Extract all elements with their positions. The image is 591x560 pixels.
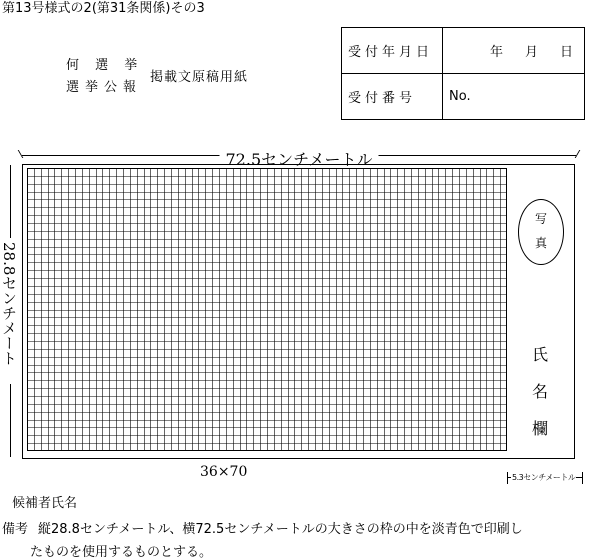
manuscript-title: 掲載文原稿用紙 (150, 70, 249, 85)
note-heading: 備考 (2, 522, 29, 537)
width-dimension-label: 72.5センチメートル (220, 147, 379, 170)
election-bulletin-label: 選挙公報 (66, 80, 143, 95)
name-column-char-1: 氏 (531, 345, 548, 364)
photo-label-char-2: 真 (535, 236, 548, 250)
receipt-date-row (342, 28, 585, 74)
width-dimension-tick-right (567, 150, 581, 158)
width-dimension-tick-left (18, 150, 32, 158)
day-label: 日 (559, 45, 573, 60)
note-line-1: 縦28.8センチメートル、横72.5センチメートルの大きさの枠の中を淡青色で印刷し (38, 522, 523, 537)
receipt-date-value (443, 28, 585, 74)
month-label: 月 (524, 45, 538, 60)
manuscript-grid (27, 168, 507, 451)
grid-border (28, 169, 507, 451)
name-column (530, 336, 550, 447)
candidate-name-label: 候補者氏名 (12, 496, 78, 511)
year-label: 年 (489, 45, 503, 60)
name-column-width-label: 5.3センチメートル (512, 473, 576, 482)
name-column-width-end-left (507, 472, 508, 484)
name-column-char-2: 名 (531, 382, 548, 401)
receipt-number-value: No. (443, 74, 585, 120)
height-dimension-label: 28.8センチメート (2, 238, 20, 384)
note-line-2: たものを使用するものとする。 (30, 545, 213, 560)
grid-count-label: 36×70 (200, 464, 248, 480)
receipt-number-row (342, 74, 585, 120)
width-dimension (22, 148, 576, 169)
photo-label-char-1: 写 (535, 212, 548, 226)
receipt-date-label: 受付年月日 (342, 28, 443, 74)
name-column-width-end-right (582, 472, 583, 484)
form-reference: 第13号様式の2(第31条関係)その3 (2, 1, 205, 16)
receipt-table (341, 27, 585, 120)
photo-area (518, 199, 564, 265)
election-name: 何 選 挙 (66, 58, 144, 73)
name-column-char-3: 欄 (531, 419, 548, 438)
name-column-width-dimension (507, 472, 583, 484)
height-dimension (0, 165, 19, 457)
receipt-number-label: 受付番号 (342, 74, 443, 120)
